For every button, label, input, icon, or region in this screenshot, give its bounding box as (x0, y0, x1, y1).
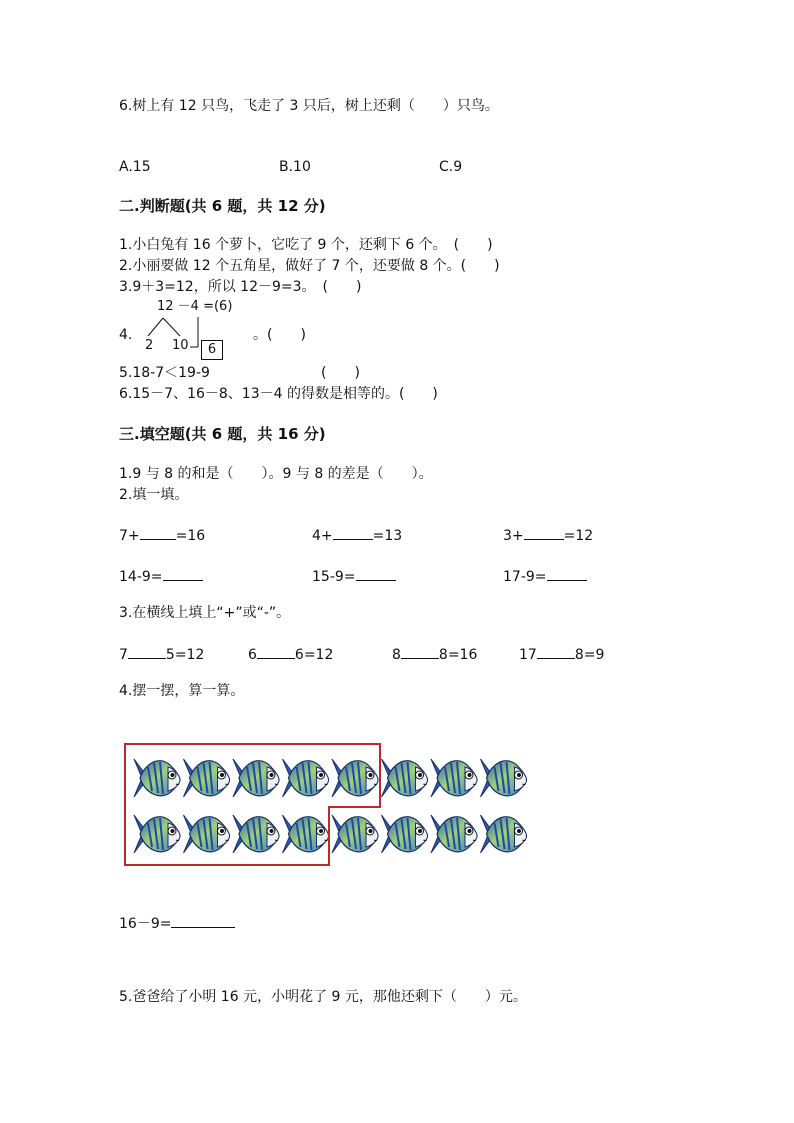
boxed-answer: 6 (201, 340, 223, 360)
fish-icon (283, 759, 329, 797)
judge-item-4-expression: 12 －4 =(6) (157, 299, 233, 314)
fill-q2-row1-item1: 7+ =16 (119, 525, 205, 545)
judge-item-3: 3.9＋3=12，所以 12－9=3。 ( ) (119, 279, 362, 295)
fish-icon (283, 815, 329, 853)
judge-item-4-number: 4. (119, 327, 133, 343)
fill-q3-item1: 7 5=12 (119, 644, 204, 664)
answer-blank[interactable] (356, 566, 396, 581)
answer-blank[interactable] (140, 525, 176, 540)
fish-icon (184, 759, 230, 797)
section-3-title: 三.填空题(共 6 题，共 16 分) (119, 425, 326, 443)
fish-icon (481, 815, 527, 853)
fill-q2-title: 2.填一填。 (119, 487, 189, 503)
fish-icon (134, 759, 180, 797)
answer-blank[interactable] (333, 525, 373, 540)
fish-icon (134, 815, 180, 853)
judge-item-6: 6.15－7、16－8、13－4 的得数是相等的。( ) (119, 386, 438, 402)
fill-q2-row2-item2: 15-9= (312, 566, 396, 586)
fill-q3-item3: 8 8=16 (392, 644, 477, 664)
q6-option-b: B.10 (279, 159, 311, 175)
judge-item-5-bracket: ( ) (321, 365, 360, 381)
q6-option-c: C.9 (439, 159, 463, 175)
fill-q2-row2-item1: 14-9= (119, 566, 203, 586)
fill-q3-item4: 17 8=9 (519, 644, 604, 664)
fish-icon (233, 815, 279, 853)
fish-icon (184, 815, 230, 853)
fish-icon (481, 759, 527, 797)
fish-icon (431, 759, 477, 797)
split-right-number: 10 (172, 338, 189, 353)
fill-q3-item2: 6 6=12 (248, 644, 333, 664)
fill-q2-row2-item3: 17-9= (503, 566, 587, 586)
answer-blank[interactable] (163, 566, 203, 581)
fill-q4-title: 4.摆一摆，算一算。 (119, 683, 245, 699)
fill-q1: 1.9 与 8 的和是（ ）。9 与 8 的差是（ ）。 (119, 466, 433, 482)
q6-question: 6.树上有 12 只鸟，飞走了 3 只后，树上还剩（ ）只鸟。 (119, 98, 499, 114)
section-2-title: 二.判断题(共 6 题，共 12 分) (119, 197, 326, 215)
split-left-number: 2 (145, 338, 154, 353)
fish-icon (233, 759, 279, 797)
judge-item-1: 1.小白兔有 16 个萝卜，它吃了 9 个，还剩下 6 个。 ( ) (119, 237, 493, 253)
fill-q2-row1-item3: 3+ =12 (503, 525, 593, 545)
operator-blank[interactable] (128, 644, 166, 659)
fish-figure (124, 743, 534, 867)
fish-icon (332, 759, 378, 797)
fill-q2-row1-item2: 4+ =13 (312, 525, 402, 545)
fish-icon (332, 815, 378, 853)
fish-icon (382, 815, 428, 853)
fill-q3-title: 3.在横线上填上“+”或“-”。 (119, 605, 291, 621)
fill-q4-expression: 16－9= (119, 913, 235, 933)
answer-blank[interactable] (547, 566, 587, 581)
judge-item-2: 2.小丽要做 12 个五角星，做好了 7 个，还要做 8 个。( ) (119, 258, 500, 274)
operator-blank[interactable] (537, 644, 575, 659)
q6-option-a: A.15 (119, 159, 151, 175)
judge-item-5: 5.18-7＜19-9 (119, 365, 210, 381)
fish-icon (382, 759, 428, 797)
operator-blank[interactable] (257, 644, 295, 659)
judge-item-4-bracket: 。( ) (253, 327, 306, 343)
fish-icon (431, 815, 477, 853)
answer-blank[interactable] (171, 913, 235, 928)
fill-q5: 5.爸爸给了小明 16 元，小明花了 9 元，那他还剩下（ ）元。 (119, 989, 527, 1005)
answer-blank[interactable] (524, 525, 564, 540)
operator-blank[interactable] (401, 644, 439, 659)
